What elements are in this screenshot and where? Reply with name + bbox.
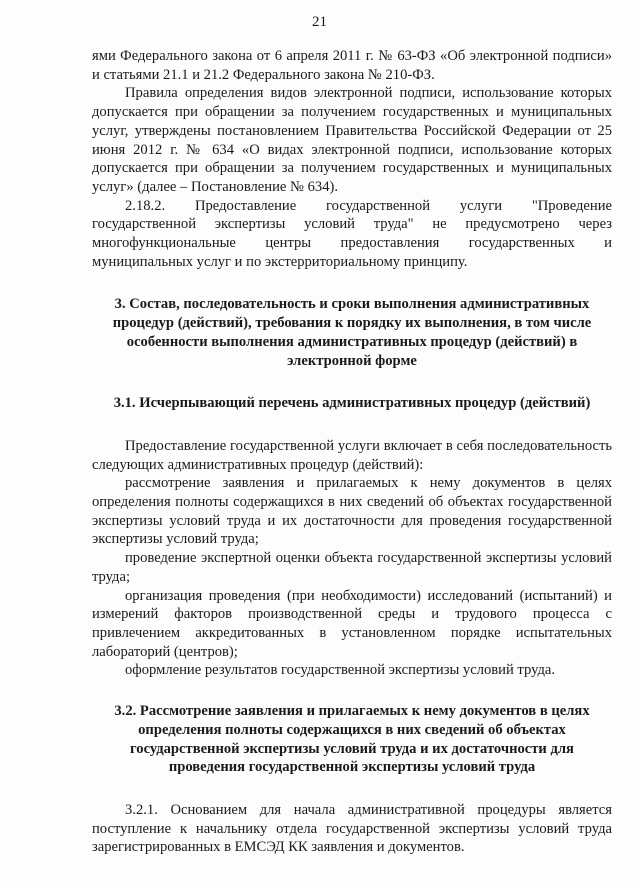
page-number: 21 [312, 14, 327, 30]
paragraph-signature-rules: Правила определения видов электронной подписи, использование которых допускается при обращении за получением государственных и муниципальных услуг, утверждены постановлением Правительства Российской Федерации от 25 июня 2012 г. № 634 «О видах электронной подписи, использование которых допускается при обращении за получением государственных и муниципальных услуг» (далее – Постановление № 634). [92, 85, 612, 195]
section-heading-3: 3. Состав, последовательность и сроки выполнения административных процедур (действий), требования к порядку их выполнения, в том числе особенности выполнения административных процедур (действий) в электронной форме [112, 296, 592, 369]
list-item-review-application: рассмотрение заявления и прилагаемых к нему документов в целях определения полноты содержащихся в них сведений об объектах государственной экспертизы условий труда и их достаточности для проведения государственной экспертизы условий труда; [92, 475, 612, 548]
section-heading-3-2: 3.2. Рассмотрение заявления и прилагаемых к нему документов в целях определения полноты содержащихся в них сведений об объектах государственной экспертизы условий труда и их достаточности для проведения государственной экспертизы условий труда [114, 703, 590, 776]
paragraph-signature-law: ями Федерального закона от 6 апреля 2011 г. № 63-ФЗ «Об электронной подписи» и статьями 21.1 и 21.2 Федерального закона № 210-ФЗ. [92, 48, 612, 83]
list-item-results: оформление результатов государственной экспертизы условий труда. [125, 662, 556, 679]
list-item-measurements: организация проведения (при необходимости) исследований (испытаний) и измерений факторов производственной среды и трудового процесса с привлечением аккредитованных в установленном порядке испытательных лабораторий (центров); [92, 587, 612, 660]
paragraph-3-2-1: 3.2.1. Основанием для начала административной процедуры является поступление к начальнику отдела государственной экспертизы условий труда зарегистрированных в ЕМСЭД КК заявления и документов. [92, 801, 612, 856]
section-heading-3-1: 3.1. Исчерпывающий перечень административных процедур (действий) [113, 395, 591, 412]
document-body [92, 47, 612, 857]
paragraph-procedures-intro: Предоставление государственной услуги включает в себя последовательность следующих административных процедур (действий): [92, 437, 612, 473]
paragraph-2-18-2: 2.18.2. Предоставление государственной услуги "Проведение государственной экспертизы условий труда" не предусмотрено через многофункциональные центры предоставления государственных и муниципальных услуг и по экстерриториальному принципу. [92, 197, 612, 270]
list-item-expert-assessment: проведение экспертной оценки объекта государственной экспертизы условий труда; [92, 550, 612, 585]
